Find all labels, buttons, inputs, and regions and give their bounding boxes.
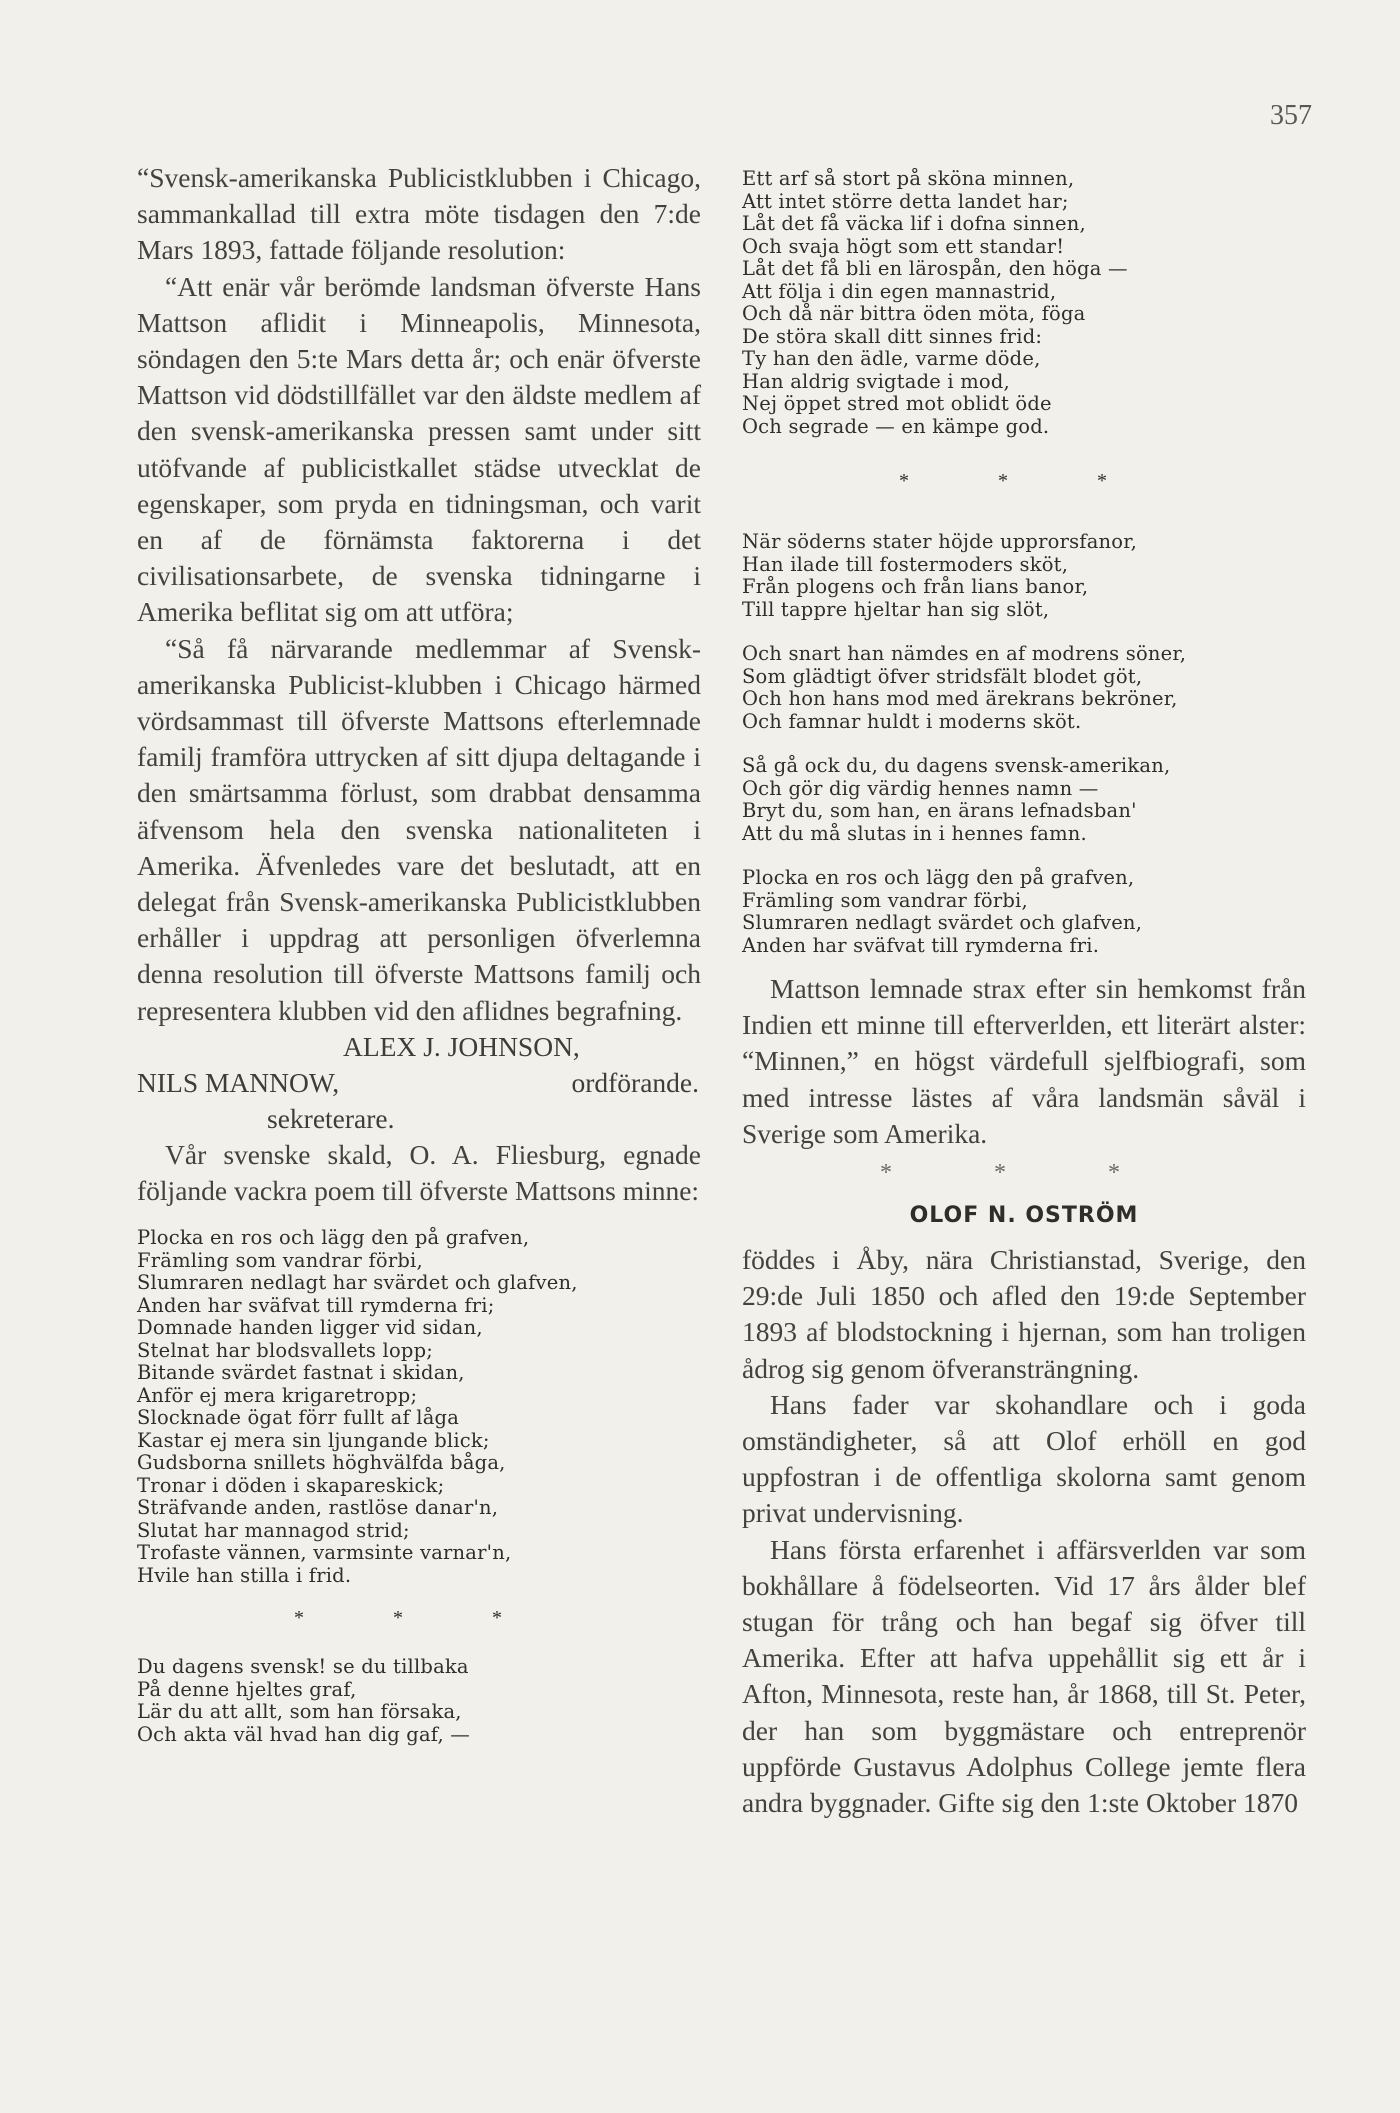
poem-line: Slutat har mannagod strid; [137, 1518, 410, 1542]
biography-heading: OLOF N. OSTRÖM [909, 1203, 1139, 1229]
poem-line: Så gå ock du, du dagens svensk-amerikan, [742, 754, 1171, 777]
poem-line: Anden har sväfvat till rymderna fri; [137, 1293, 495, 1317]
poem-line: Plocka en ros och lägg den på grafven, [137, 1226, 530, 1250]
poem-stanza [742, 755, 1306, 845]
poem-line: Och svaja högt som ett standar! [742, 234, 1065, 258]
mattson-memoir-paragraph: Mattson lemnade strax efter sin hemkomst från Indien ett minne till efterverlden, ett literärt alster: “Minnen,” en högst värdefull sjelfbiografi, som med intresse lästes af våra landsmän såväl i Sverige som Amerika. [742, 973, 1306, 1149]
poem-line: Anför ej mera krigaretropp; [137, 1383, 418, 1407]
section-stars: * * * [294, 1607, 544, 1630]
biography-paragraph-1: föddes i Åby, nära Christianstad, Sverige, den 29:de Juli 1850 och afled den 19:de September 1893 af blodstockning i hjernan, som han troligen ådrog sig genom öfveransträngning. [742, 1244, 1306, 1384]
poem-line: Och famnar huldt i moderns sköt. [742, 709, 1082, 733]
secretary-title: sekreterare. [267, 1102, 395, 1134]
poem-line: Och gör dig värdig hennes namn — [742, 776, 1099, 800]
poem-line: Han aldrig svigtade i mod, [742, 369, 1010, 393]
poem-line: Ty han den ädle, varme döde, [742, 347, 1041, 370]
poem-line: Främling som vandrar förbi, [742, 888, 1028, 912]
poem-stanza [742, 531, 1306, 621]
resolution-intro: “Svensk-amerikanska Publicistklubben i Chicago, sammankallad till extra möte tisdagen den 7:de Mars 1893, fattade följande resolution: [137, 162, 701, 266]
chair-title: ordförande. [571, 1066, 699, 1098]
poem-line: Lär du att allt, som han försaka, [137, 1700, 462, 1724]
signature-row [137, 1065, 701, 1101]
poem-line: Och snart han nämdes en af modrens söner, [742, 642, 1187, 665]
resolution-body-1: “Att enär vår berömde landsman öfverste Hans Mattson aflidit i Minneapolis, Minnesota, söndagen den 5:te Mars detta år; och enär öfverste Mattson vid dödstillfället var den äldste medlem af den svensk-amerikanska pressen samt under sitt utöfvande af publicistkallet städse utvecklat de egenskaper, som pryda en tidningsman, och varit en af de förnämsta faktorerna i det civilisationsarbete, de svenska tidningarne i Amerika beflitat sig om att utföra; [137, 270, 701, 628]
poem-stanza [742, 867, 1306, 957]
poem-line: Stelnat har blodsvallets lopp; [137, 1338, 434, 1362]
poem-line: Att intet större detta landet har; [742, 189, 1069, 213]
poem-line: Låt det få väcka lif i dofna sinnen, [742, 212, 1086, 235]
poem-line: Domnade handen ligger vid sidan, [137, 1316, 483, 1340]
poem-line: Och hon hans mod med ärekrans bekröner, [742, 687, 1178, 710]
biography-paragraph-2: Hans fader var skohandlare och i goda omständigheter, så att Olof erhöll en god uppfostran i de offentliga skolorna samt genom privat undervisning. [742, 1388, 1306, 1529]
poem-line: Till tappre hjeltar han sig slöt, [742, 597, 1050, 621]
section-stars: * * * [899, 470, 1149, 492]
poem-fliesburg-3 [742, 168, 1306, 438]
poem-line: Kastar ej mera sin ljungande blick; [137, 1428, 490, 1452]
poem-line: Nej öppet stred mot oblidt öde [742, 392, 1052, 415]
poem-fliesburg-2 [137, 1656, 701, 1746]
poem-line: Du dagens svensk! se du tillbaka [137, 1655, 469, 1679]
poem-line: Han ilade till fostermoders sköt, [742, 552, 1069, 576]
poem-line: Att följa i din egen mannastrid, [742, 279, 1057, 303]
poem-line: De störa skall ditt sinnes frid: [742, 324, 1043, 348]
poem-line: Anden har sväfvat till rymderna fri. [742, 933, 1100, 957]
poem-line: Främling som vandrar förbi, [137, 1248, 423, 1272]
poem-line: På denne hjeltes graf, [137, 1677, 357, 1701]
poem-line: Ett arf så stort på sköna minnen, [742, 167, 1075, 190]
biography-paragraph-3: Hans första erfarenhet i affärsverlden var som bokhållare å födelseorten. Vid 17 års ålder blef stugan för trång och han begaf sig öfver till Amerika. Efter att hafva uppehållit sig ett år i Afton, Minnesota, reste han, år 1868, till St. Peter, der han som byggmästare och entreprenör uppförde Gustavus Adolphus College jemte flera andra byggnader. Gifte sig den 1:ste Oktober 1870 [742, 1533, 1306, 1819]
section-stars: * * * [880, 1160, 1168, 1187]
poem-line: Slumraren nedlagt har svärdet och glafven, [137, 1271, 578, 1295]
poem-line: Som glädtigt öfver stridsfält blodet göt, [742, 664, 1143, 688]
poem-line: Gudsborna snillets höghvälfda båga, [137, 1451, 506, 1475]
secretary-name: NILS MANNOW, [137, 1066, 340, 1098]
resolution-body-2: “Så få närvarande medlemmar af Svensk-amerikanska Publicist-klubben i Chicago härmed vördsammast till öfverste Mattsons efterlemnade familj framföra uttrycken af sitt djupa deltagande i den smärtsamma förlust, som drabbat densamma äfvensom hela den svenska nationaliteten i Amerika. Äfvenledes vare det beslutadt, att en delegat från Svensk-amerikanska Publicistklubben erhåller i uppdrag att personligen öfverlemna denna resolution till öfverste Mattsons familj och representera klubben vid den aflidnes begrafning. [137, 632, 701, 1026]
poem-line: Att du må slutas in i hennes famn. [742, 821, 1087, 845]
poem-fliesburg-4 [742, 531, 1306, 957]
poem-line: Plocka en ros och lägg den på grafven, [742, 866, 1135, 889]
poem-line: Bitande svärdet fastnat i skidan, [137, 1361, 465, 1385]
poem-line: Hvile han stilla i frid. [137, 1563, 352, 1587]
poem-line: Och akta väl hvad han dig gaf, — [137, 1722, 470, 1746]
chair-name: ALEX J. JOHNSON, [343, 1030, 580, 1062]
poem-line: Från plogens och från lians banor, [742, 575, 1089, 598]
poem-line: När söderns stater höjde upprorsfanor, [742, 530, 1138, 553]
left-column [137, 160, 701, 1746]
poem-line: Slumraren nedlagt svärdet och glafven, [742, 911, 1143, 934]
poem-line: Och segrade — en kämpe god. [742, 414, 1050, 438]
poem-line: Tronar i döden i skapareskick; [137, 1473, 445, 1497]
poem-stanza [742, 643, 1306, 733]
poem-line: Bryt du, som han, en ärans lefnadsban' [742, 799, 1137, 822]
poem-fliesburg-1 [137, 1227, 701, 1587]
poem-line: Slocknade ögat förr fullt af låga [137, 1406, 460, 1430]
poem-line: Trofaste vännen, varmsinte varnar'n, [137, 1541, 512, 1565]
poem-line: Sträfvande anden, rastlöse danar'n, [137, 1496, 499, 1520]
poem-intro: Vår svenske skald, O. A. Fliesburg, egnade följande vackra poem till öfverste Mattsons minne: [137, 1138, 701, 1207]
signature-block [137, 1029, 701, 1137]
right-column [742, 168, 1306, 1821]
poem-line: Och då när bittra öden möta, föga [742, 302, 1086, 325]
page-number: 357 [1270, 100, 1312, 131]
poem-line: Låt det få bli en lärospån, den höga — [742, 257, 1128, 280]
